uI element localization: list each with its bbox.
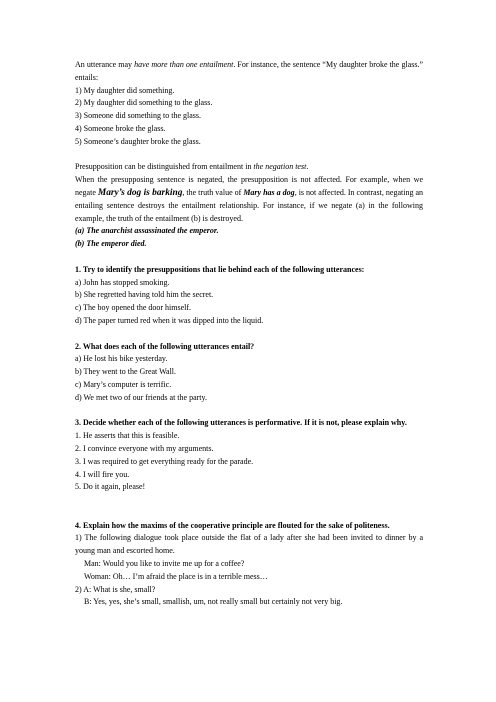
negation-test-paragraph: [75, 174, 423, 225]
text-run: , the truth value of: [182, 187, 244, 197]
text-run: , is not affected. In contrast, negating an entailing sentence destroys the entailment relationship. For instance, if we negate (a) in the following example, the truth of the entailment (b) is destroyed.: [75, 187, 423, 223]
text-run: .: [306, 162, 309, 172]
list-item: c) The boy opened the door himself.: [75, 303, 192, 313]
list-item: 2. I convince everyone with my arguments.: [75, 443, 214, 453]
italic-run: the negation test: [253, 162, 307, 172]
question-1-heading: 1. Try to identify the presuppositions that lie behind each of the following utterances:: [75, 264, 365, 274]
negation-test-heading: [75, 161, 423, 174]
text-run: . For instance, the sentence “My daughter broke the glass.” entails:: [75, 60, 423, 82]
entailment-intro: [75, 59, 423, 85]
list-item: 1. He asserts that this is feasible.: [75, 431, 180, 441]
spacer: [75, 149, 423, 162]
list-item: d) The paper turned red when it was dipped into the liquid.: [75, 315, 264, 325]
italic-run: have more than one entailment: [134, 60, 234, 69]
list-item: c) Mary’s computer is terrific.: [75, 379, 172, 389]
spacer: [75, 494, 423, 520]
dialogue-line: Woman: Oh… I’m afraid the place is in a terrible mess…: [84, 571, 268, 581]
list-item: b) She regretted having told him the secret.: [75, 290, 214, 300]
text-run: Presupposition can be distinguished from entailment in: [75, 162, 254, 172]
list-item: d) We met two of our friends at the party.: [75, 392, 207, 402]
list-item: 2) My daughter did something to the glass.: [75, 98, 213, 108]
question-4-heading: 4. Explain how the maxims of the cooperative principle are flouted for the sake of politeness.: [75, 520, 390, 530]
spacer: [75, 405, 423, 418]
list-item: a) John has stopped smoking.: [75, 277, 170, 287]
list-item: 5. Do it again, please!: [75, 482, 146, 492]
list-item: b) They went to the Great Wall.: [75, 367, 177, 377]
list-item: 5) Someone’s daughter broke the glass.: [75, 136, 201, 146]
example-a: (a) The anarchist assassinated the emperor.: [75, 226, 219, 236]
list-item: 3) Someone did something to the glass.: [75, 111, 201, 121]
dialogue-line: 2) A: What is she, small?: [75, 584, 156, 594]
list-item: 1) My daughter did something.: [75, 85, 175, 95]
spacer: [75, 251, 423, 264]
example-run: Mary’s dog is barking: [97, 187, 183, 198]
text-run: When the presupposing sentence is negated, the presupposition is not affected. For example, when we negate: [75, 175, 423, 197]
list-item: 4) Someone broke the glass.: [75, 123, 166, 133]
dialogue-line: B: Yes, yes, she’s small, smallish, um, not really small but certainly not very big.: [84, 597, 343, 607]
dialogue-line: Man: Would you like to invite me up for a coffee?: [84, 559, 245, 569]
question-4-intro: 1) The following dialogue took place outside the flat of a lady after she had been invited to dinner by a young man and escorted home.: [75, 533, 423, 556]
question-3-heading: 3. Decide whether each of the following utterances is performative. If it is not, please explain why.: [75, 418, 407, 428]
example-run: Mary has a dog: [243, 187, 295, 197]
list-item: a) He lost his bike yesterday.: [75, 354, 168, 364]
text-run: An utterance may: [75, 60, 135, 69]
document-page: [75, 59, 423, 609]
example-b: (b) The emperor died.: [75, 239, 147, 249]
question-2-heading: 2. What does each of the following utterances entail?: [75, 341, 255, 351]
spacer: [75, 328, 423, 341]
list-item: 4. I will fire you.: [75, 469, 130, 479]
list-item: 3. I was required to get everything ready for the parade.: [75, 456, 254, 466]
